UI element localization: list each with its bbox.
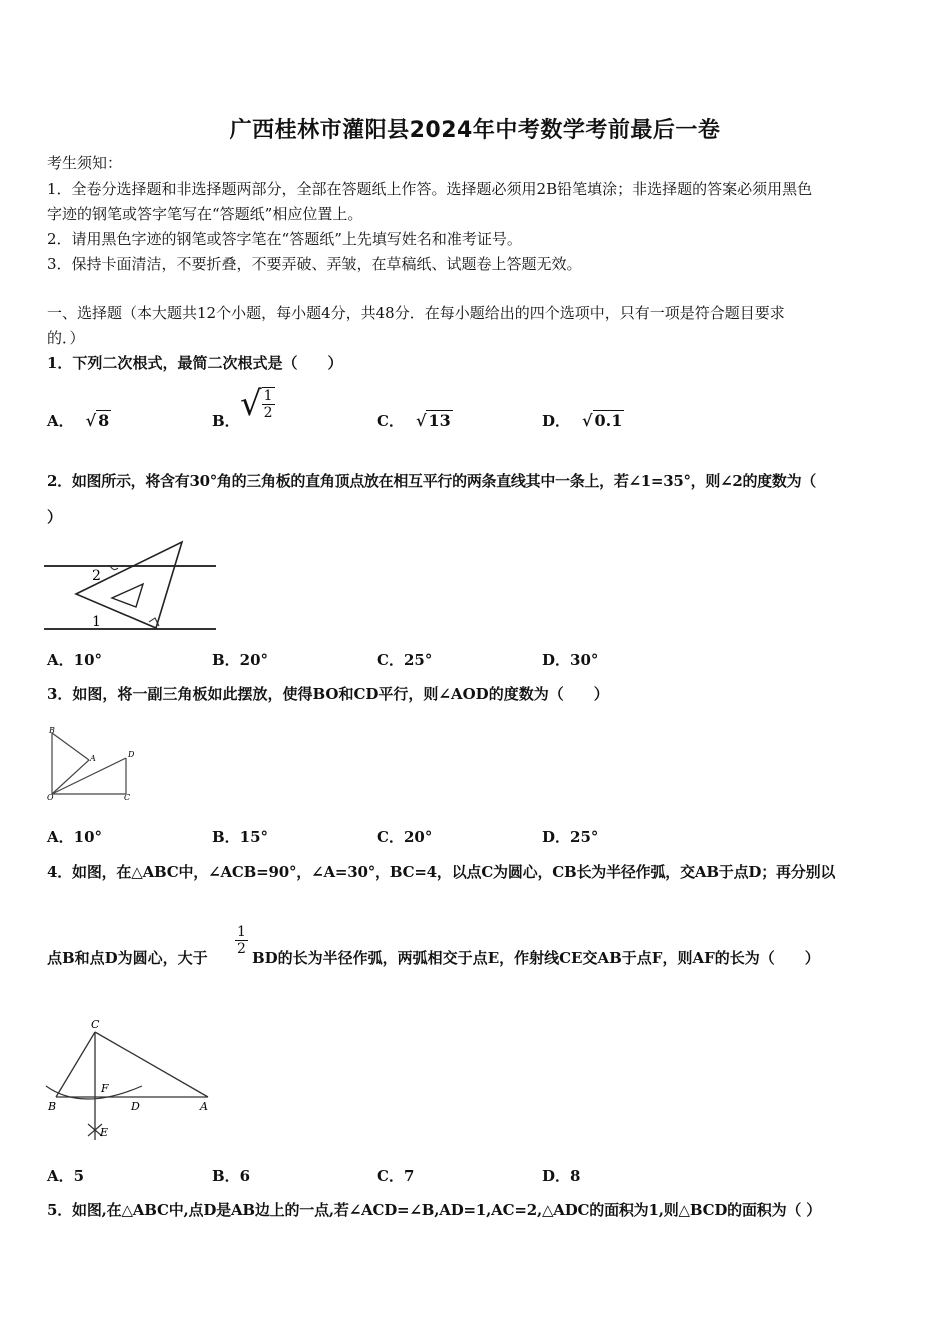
point-label-A: A [90,754,96,763]
q2-option-b: B．20° [212,651,269,669]
point-label-B: B [48,1100,57,1113]
q3-stem: 3．如图，将一副三角板如此摆放，使得BO和CD平行，则∠AOD的度数为（ ） [47,685,609,703]
q3-option-a: A．10° [47,828,103,846]
q2-option-d: D．30° [542,651,599,669]
notice-heading: 考生须知： [47,154,123,172]
angle-label-2: 2 [92,568,101,584]
sqrt-symbol: √ [240,384,262,424]
q1-option-b-radical [240,384,275,424]
q1-option-d: D． √ 0.1 [542,411,623,430]
segment-BC [56,1032,95,1097]
q2-option-c: C．25° [377,651,433,669]
fraction: $\frac{1}{2}$ [263,388,273,421]
q3-option-d: D．25° [542,828,599,846]
q1-option-a: A． √ 8 [47,411,110,430]
q4-fraction: $\frac{1}{2}$ [237,924,246,957]
sqrt-symbol: √ 8 [85,411,110,430]
q2-option-a: A．10° [47,651,103,669]
q1-option-c: C． √ 13 [377,411,451,430]
notice-line-2: 2．请用黑色字迹的钢笔或答字笔在“答题纸”上先填写姓名和准考证号。 [47,230,522,248]
point-label-D: D [128,750,135,759]
q4-stem-line-2a: 点B和点D为圆心，大于 [47,949,208,967]
triangle-inner [112,584,143,607]
q4-figure [42,1012,222,1147]
segment-OA [52,760,89,794]
q2-stem: 2．如图所示，将含有30°角的三角板的直角顶点放在相互平行的两条直线其中一条上，若∠1=35°，则∠2的度数为（ [47,472,816,490]
segment-BA [52,733,89,760]
point-label-F: F [101,1082,109,1095]
q5-stem: 5．如图,在△ABC中,点D是AB边上的一点,若∠ACD=∠B,AD=1,AC=2,△ADC的面积为1,则△BCD的面积为（ ） [47,1201,822,1219]
point-label-C: C [124,793,131,802]
sqrt-symbol: √ 0.1 [582,411,623,430]
q4-option-a: A．5 [47,1167,85,1185]
page-title: 广西桂林市灌阳县2024年中考数学考前最后一卷 [229,118,721,143]
point-label-C: C [91,1018,100,1031]
point-label-O: O [47,793,54,802]
section-heading-2: 的．） [47,329,85,347]
q4-stem-line-1: 4．如图，在△ABC中，∠ACB=90°，∠A=30°，BC=4，以点C为圆心，CB长为半径作弧，交AB于点D；再分别以 [47,863,836,881]
q1-option-b: B． [212,412,240,430]
q4-option-b: B．6 [212,1167,251,1185]
notice-line-3: 3．保持卡面清洁，不要折叠，不要弄破、弄皱，在草稿纸、试题卷上答题无效。 [47,255,582,273]
q2-figure [44,538,219,636]
segment-CA [95,1032,208,1097]
q2-stem-end: ） [47,508,63,526]
point-label-E: E [100,1126,109,1139]
segment-OD [52,758,126,794]
section-heading-1: 一、选择题（本大题共12个小题，每小题4分，共48分．在每小题给出的四个选项中，只有一项是符合题目要求 [47,304,785,322]
point-label-B: B [49,726,55,735]
q3-option-b: B．15° [212,828,269,846]
q4-stem-line-2b: BD的长为半径作弧，两弧相交于点E，作射线CE交AB于点F，则AF的长为（ ） [252,949,820,967]
q4-option-c: C．7 [377,1167,415,1185]
q3-figure [44,724,144,804]
notice-line-1a: 1．全卷分选择题和非选择题两部分，全部在答题纸上作答。选择题必须用2B铅笔填涂；非选择题的答案必须用黑色 [47,180,813,198]
q4-option-d: D．8 [542,1167,581,1185]
point-label-D: D [131,1100,140,1113]
angle-label-1: 1 [92,614,101,630]
point-label-A: A [200,1100,208,1113]
q1-stem: 1．下列二次根式，最简二次根式是（ ） [47,354,343,372]
q3-option-c: C．20° [377,828,433,846]
sqrt-symbol: √ 13 [415,411,451,430]
notice-line-1b: 字迹的钢笔或答字笔写在“答题纸”相应位置上。 [47,205,363,223]
